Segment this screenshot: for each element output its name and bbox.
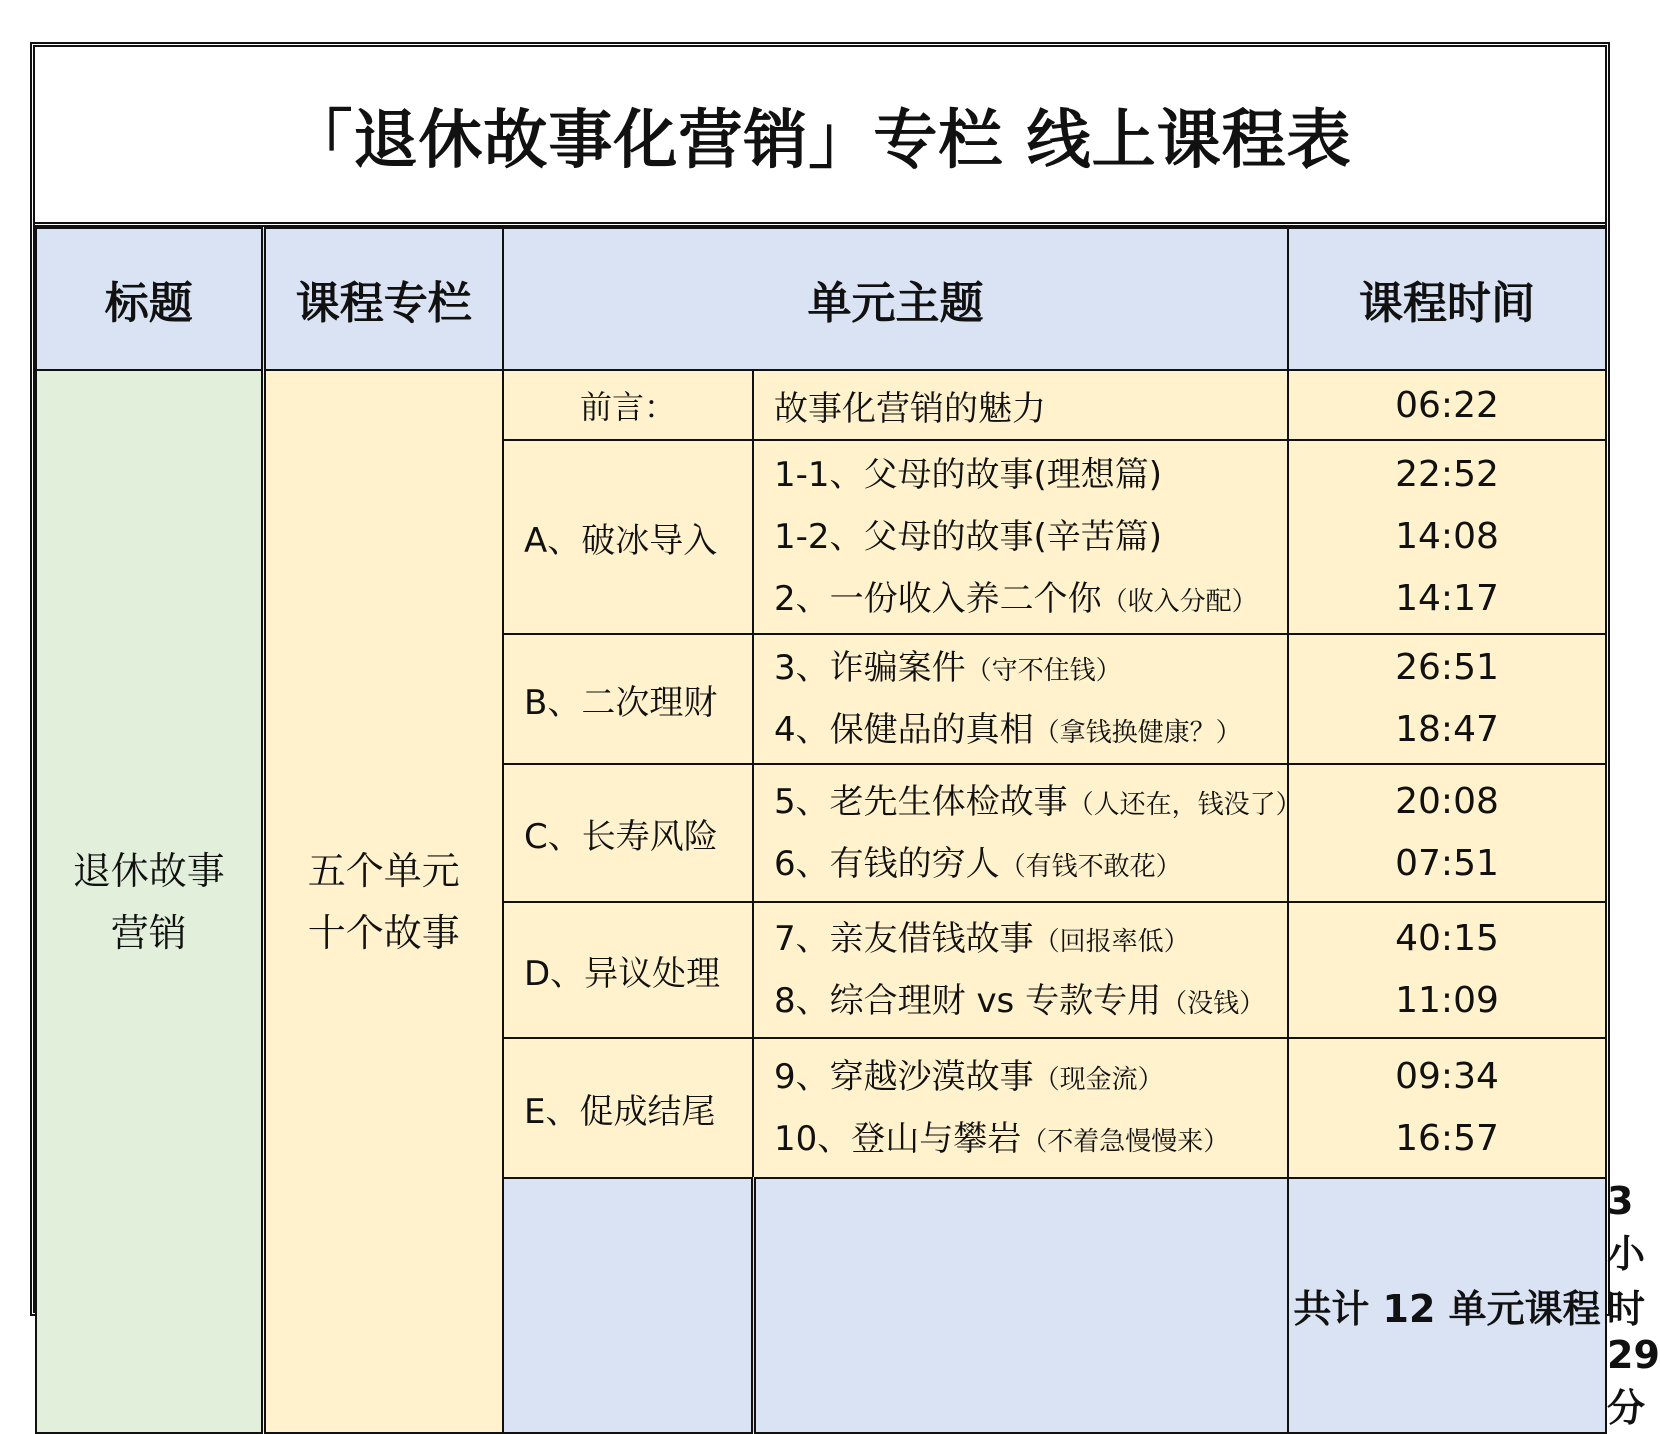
lesson-title-line [774,833,1287,895]
unit-times [1288,764,1606,902]
unit-times [1288,634,1606,764]
lesson-note: （拿钱换健康？） [1033,718,1242,748]
label-line-1: 退休故事 [72,848,225,893]
lesson-time: 11:09 [1395,980,1499,1021]
lesson-note: （人还在，钱没了） [1067,790,1302,820]
label-line-2: 营销 [110,910,187,955]
header-course-time: 课程时间 [1288,228,1606,370]
unit-times [1288,1038,1606,1178]
unit-name: C、长寿风险 [503,764,753,902]
header-row [36,228,1606,370]
lesson-time: 14:08 [1395,516,1499,557]
lesson-time: 22:52 [1395,454,1499,495]
course-column-line-1: 五个单元 [307,848,460,893]
unit-lessons [753,1038,1288,1178]
lesson-time: 40:15 [1395,918,1499,959]
unit-times [1288,440,1606,634]
lesson-note: （没钱） [1161,989,1266,1019]
footer-row: 共计 12 单元课程 3 小时 29 分 [36,1178,1606,1433]
unit-name: B、二次理财 [503,634,753,764]
course-column-line-2: 十个故事 [307,910,460,955]
footer-empty-2 [753,1178,1288,1433]
page-title: 「退休故事化营销」专栏 线上课程表 [35,47,1605,227]
footer-summary: 共计 12 单元课程 [1288,1178,1606,1433]
lesson-title: 10、登山与攀岩 [774,1119,1022,1159]
intro-label: 前言： [503,370,753,440]
lesson-time: 16:57 [1395,1118,1499,1159]
lesson-title-line [774,1046,1287,1108]
lesson-title-line [774,637,1287,699]
header-unit-topic: 单元主题 [503,228,1288,370]
lesson-title: 3、诈骗案件 [774,648,966,688]
lesson-note: （不着急慢慢来） [1021,1127,1230,1157]
lesson-title-line [774,699,1287,761]
lesson-title: 2、一份收入养二个你 [774,579,1102,619]
lesson-title: 1-1、父母的故事(理想篇) [774,455,1163,495]
lesson-note: （守不住钱） [965,656,1122,686]
unit-lessons [753,634,1288,764]
lesson-title: 7、亲友借钱故事 [774,919,1034,959]
lesson-title-line [774,970,1287,1032]
header-course-column: 课程专栏 [263,228,503,370]
lesson-title: 9、穿越沙漠故事 [774,1057,1034,1097]
unit-name: E、促成结尾 [503,1038,753,1178]
lesson-note: （回报率低） [1033,927,1190,957]
intro-row [36,370,1606,440]
intro-topic: 故事化营销的魅力 [753,370,1288,440]
unit-name: A、破冰导入 [503,440,753,634]
lesson-title: 4、保健品的真相 [774,710,1034,750]
course-schedule-table [35,227,1660,1434]
lesson-time: 26:51 [1395,647,1499,688]
lesson-note: （收入分配） [1101,587,1258,617]
lesson-note: （现金流） [1033,1065,1164,1095]
lesson-time: 18:47 [1395,709,1499,750]
lesson-note: （有钱不敢花） [999,852,1182,882]
schedule-frame [30,42,1660,1430]
intro-time: 06:22 [1288,370,1606,440]
footer-empty-1 [503,1178,753,1433]
lesson-title-line [774,1108,1287,1170]
lesson-title: 1-2、父母的故事(辛苦篇) [774,517,1163,557]
unit-lessons [753,440,1288,634]
lesson-title-line [774,506,1287,568]
unit-name: D、异议处理 [503,902,753,1038]
header-title: 标题 [36,228,263,370]
lesson-time: 20:08 [1395,781,1499,822]
label-cell [36,370,263,1433]
lesson-time: 14:17 [1395,578,1499,619]
lesson-time: 09:34 [1395,1056,1499,1097]
unit-lessons [753,902,1288,1038]
unit-times [1288,902,1606,1038]
lesson-title-line [774,771,1302,833]
lesson-time: 07:51 [1395,843,1499,884]
lesson-title: 5、老先生体检故事 [774,782,1068,822]
lesson-title-line [774,444,1287,506]
lesson-title: 8、综合理财 vs 专款专用 [774,981,1162,1021]
unit-lessons [753,764,1302,902]
lesson-title: 6、有钱的穷人 [774,844,1000,884]
course-column-cell [263,370,503,1433]
lesson-title-line [774,568,1287,630]
lesson-title-line [774,908,1287,970]
